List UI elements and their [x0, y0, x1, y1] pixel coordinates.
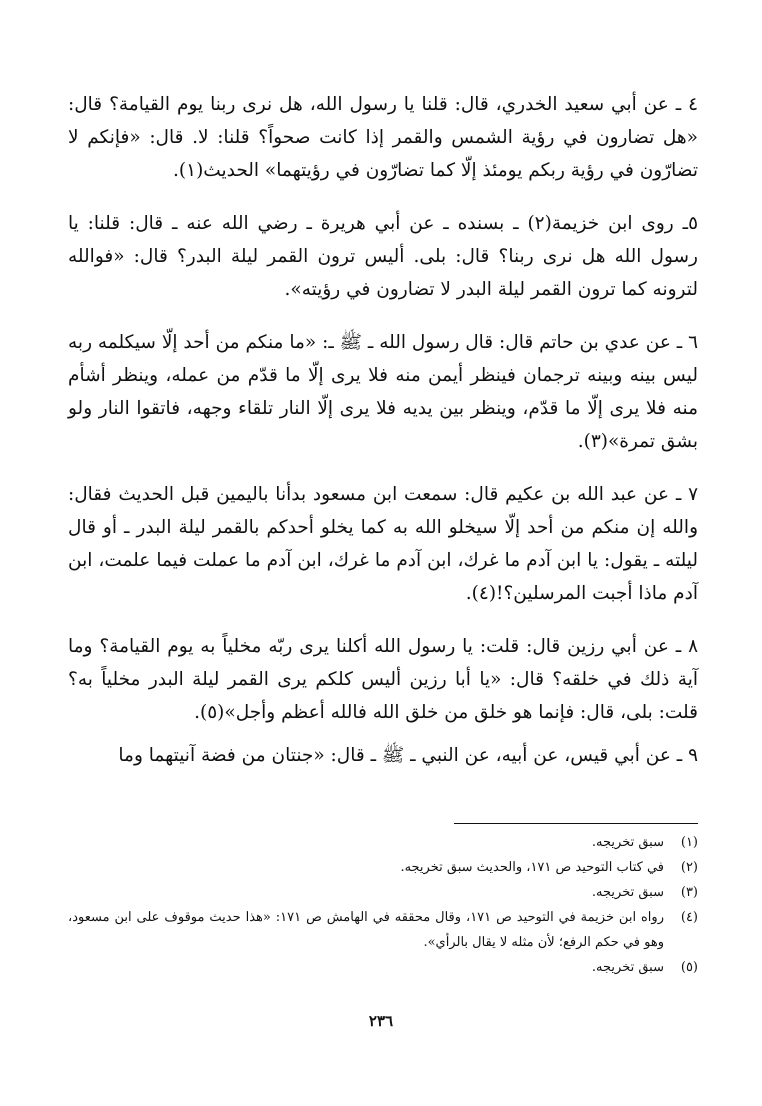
footnote-1	[68, 830, 698, 855]
footnote-separator	[454, 823, 698, 824]
paragraph-hadith-9: ٩ ـ عن أبي قيس، عن أبيه، عن النبي ـ ﷺ ـ قال: «جنتان من فضة آنيتهما وما	[118, 745, 698, 766]
footnote-5	[68, 955, 698, 980]
footnote-text: سبق تخريجه.	[591, 960, 664, 975]
footnote-number: (٤)	[680, 910, 698, 925]
footnote-text: في كتاب التوحيد ص ١٧١، والحديث سبق تخريجه.	[400, 860, 664, 875]
footnote-text: سبق تخريجه.	[591, 835, 664, 850]
footnote-text: رواه ابن خزيمة في التوحيد ص ١٧١، وقال محققه في الهامش ص ١٧١: «هذا حديث موقوف على ابن مسعود، وهو في حكم الرفع؛ لأن مثله لا يقال بالرأي».	[68, 910, 664, 950]
footnote-number: (١)	[680, 835, 698, 850]
footnote-2	[68, 855, 698, 880]
footnote-text: سبق تخريجه.	[591, 885, 664, 900]
paragraph-hadith-5: ٥ـ روى ابن خزيمة(٢) ـ بسنده ـ عن أبي هريرة ـ رضي الله عنه ـ قال: قلنا: يا رسول الله هل نرى ربنا؟ قال: بلى. أليس ترون القمر ليلة البدر؟ قال: «فوالله لترونه كما ترون القمر ليلة البدر لا تضارون في رؤيته».	[68, 213, 698, 300]
paragraph-hadith-8: ٨ ـ عن أبي رزين قال: قلت: يا رسول الله أكلنا يرى ربّه مخلياً به يوم القيامة؟ وما آية ذلك في خلقه؟ قال: «يا أبا رزين أليس كلكم يرى القمر ليلة البدر مخلياً به؟ قلت: بلى، قال: فإنما هو خلق من خلق الله فالله أعظم وأجل»(٥).	[68, 636, 698, 723]
footnote-number: (٥)	[680, 960, 698, 975]
footnote-3	[68, 880, 698, 905]
paragraph-hadith-4: ٤ ـ عن أبي سعيد الخدري، قال: قلنا يا رسول الله، هل نرى ربنا يوم القيامة؟ قال: «هل تضارون في رؤية الشمس والقمر إذا كانت صحواً؟ قلنا: لا. قال: «فإنكم لا تضارّون في رؤية ربكم يومئذ إلّا كما تضارّون في رؤيتهما» الحديث(١).	[68, 94, 698, 181]
footnote-number: (٢)	[680, 860, 698, 875]
page-number: ٢٣٦	[368, 1012, 394, 1030]
footnotes	[68, 830, 698, 980]
paragraph-hadith-6: ٦ ـ عن عدي بن حاتم قال: قال رسول الله ـ ﷺ ـ: «ما منكم من أحد إلّا سيكلمه ربه ليس بينه وبينه ترجمان فينظر أيمن منه فلا يرى إلّا ما قدّم من عمله، وينظر أشأم منه فلا يرى إلّا ما قدّم، وينظر بين يديه فلا يرى إلّا النار تلقاء وجهه، فاتقوا النار ولو بشق تمرة»(٣).	[68, 332, 698, 452]
footnote-number: (٣)	[680, 885, 698, 900]
footnote-4	[68, 905, 698, 955]
paragraph-hadith-7: ٧ ـ عن عبد الله بن عكيم قال: سمعت ابن مسعود بدأنا باليمين قبل الحديث فقال: والله إن منكم من أحد إلّا سيخلو الله به كما يخلو أحدكم بالقمر ليلة البدر ـ أو قال ليلته ـ يقول: يا ابن آدم ما غرك، ابن آدم ما غرك، ابن آدم ما عملت فيما علمت، ابن آدم ماذا أجبت المرسلين؟!(٤).	[68, 484, 698, 604]
main-text	[68, 88, 698, 792]
